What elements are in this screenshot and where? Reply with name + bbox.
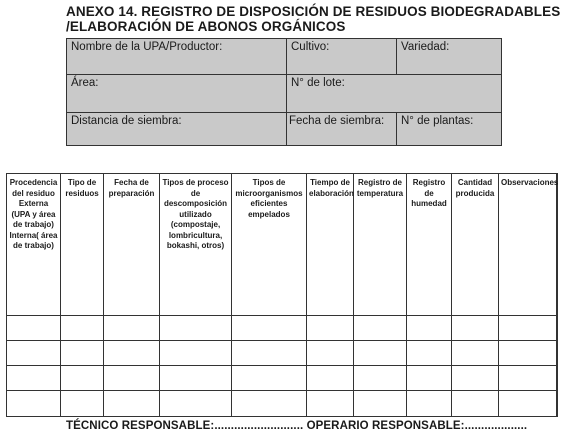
field-distancia-label: Distancia de siembra:	[71, 115, 182, 127]
header-tipo-residuos: Tipo de residuos	[61, 174, 104, 416]
field-lote[interactable]	[287, 75, 501, 113]
upa-info-box	[66, 38, 502, 146]
header-tiempo-elaboracion: Tiempo de elaboración	[307, 174, 354, 416]
field-upa[interactable]	[67, 39, 287, 75]
header-observaciones: Observaciones	[499, 174, 557, 416]
field-upa-label: Nombre de la UPA/Productor:	[71, 41, 223, 53]
table-row[interactable]	[7, 340, 557, 341]
header-registro-humedad: Registro de humedad	[407, 174, 452, 416]
header-microorganismos: Tipos de microorganismos eficientes empelados	[232, 174, 307, 416]
residuos-table	[6, 173, 558, 417]
document-title	[66, 4, 561, 34]
field-fecha-siembra-label: Fecha de siembra:	[289, 115, 385, 127]
header-cantidad-producida: Cantidad producida	[452, 174, 499, 416]
header-registro-temperatura: Registro de temperatura	[354, 174, 407, 416]
footer-signatures: TÉCNICO RESPONSABLE:........................... OPERARIO RESPONSABLE:...................	[66, 420, 528, 432]
field-lote-label: N° de lote:	[291, 77, 345, 89]
field-plantas-label: N° de plantas:	[401, 115, 474, 127]
header-fecha-preparacion: Fecha de preparación	[104, 174, 160, 416]
field-plantas[interactable]	[397, 113, 501, 145]
table-row[interactable]	[7, 315, 557, 316]
field-variedad-label: Variedad:	[401, 41, 450, 53]
field-fecha-siembra[interactable]	[287, 113, 397, 145]
header-tipo-proceso: Tipos de proceso de descomposición utilizado (compostaje, lombricultura, bokashi, otros)	[160, 174, 232, 416]
title-line-2: /ELABORACIÓN DE ABONOS ORGÁNICOS	[66, 19, 346, 34]
table-row[interactable]	[7, 365, 557, 366]
field-area[interactable]	[67, 75, 287, 113]
field-distancia[interactable]	[67, 113, 287, 145]
table-row[interactable]	[7, 390, 557, 391]
header-procedencia: Procedencia del residuo Externa (UPA y área de trabajo) Interna( área de trabajo)	[7, 174, 61, 416]
field-area-label: Área:	[71, 77, 99, 89]
field-cultivo[interactable]	[287, 39, 397, 75]
title-line-1: ANEXO 14. REGISTRO DE DISPOSICIÓN DE RESIDUOS BIODEGRADABLES	[66, 4, 561, 19]
field-cultivo-label: Cultivo:	[291, 41, 330, 53]
field-variedad[interactable]	[397, 39, 501, 75]
